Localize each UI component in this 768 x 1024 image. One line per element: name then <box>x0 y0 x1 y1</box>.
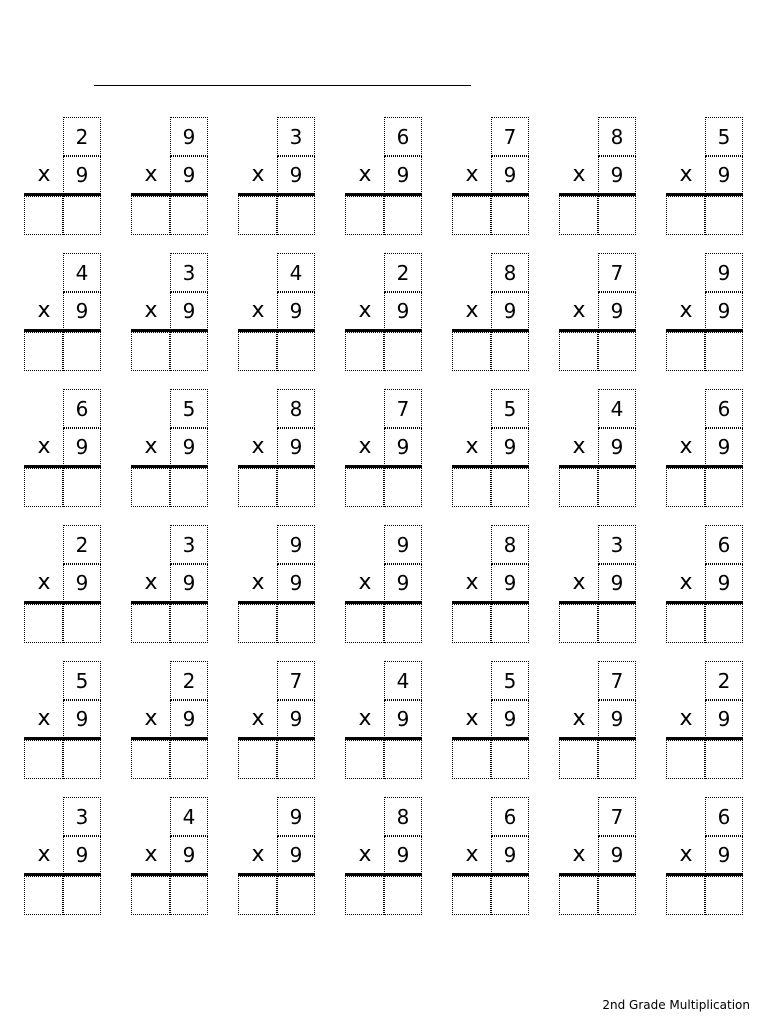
multiplicand-box: 5 <box>491 661 529 700</box>
problem-1-6 <box>559 117 636 235</box>
answer-tens-box[interactable] <box>559 196 598 235</box>
multiplier-box: 9 <box>491 156 529 194</box>
multiplier-box: 9 <box>170 156 208 194</box>
multiplier-box: 9 <box>63 428 101 466</box>
times-sign: x <box>144 298 158 323</box>
problem-2-4 <box>345 253 422 371</box>
multiplicand-box: 6 <box>63 389 101 428</box>
answer-tens-box[interactable] <box>559 468 598 507</box>
problem-1-2 <box>131 117 208 235</box>
multiplier-box: 9 <box>384 156 422 194</box>
answer-tens-box[interactable] <box>345 876 384 915</box>
problem-6-1 <box>24 797 101 915</box>
answer-ones-box[interactable] <box>598 468 636 507</box>
problem-3-6 <box>559 389 636 507</box>
answer-tens-box[interactable] <box>24 196 63 235</box>
times-sign: x <box>37 706 51 731</box>
answer-tens-box[interactable] <box>131 332 170 371</box>
multiplier-box: 9 <box>491 292 529 330</box>
problem-2-5 <box>452 253 529 371</box>
problem-6-4 <box>345 797 422 915</box>
multiplier-box: 9 <box>384 700 422 738</box>
multiplicand-box: 8 <box>491 525 529 564</box>
times-sign: x <box>679 162 693 187</box>
times-sign: x <box>572 570 586 595</box>
times-sign: x <box>37 434 51 459</box>
answer-ones-box[interactable] <box>491 740 529 779</box>
answer-tens-box[interactable] <box>452 332 491 371</box>
multiplicand-box: 8 <box>598 117 636 156</box>
times-sign: x <box>37 298 51 323</box>
answer-tens-box[interactable] <box>559 740 598 779</box>
answer-ones-box[interactable] <box>705 196 743 235</box>
multiplier-box: 9 <box>705 700 743 738</box>
times-sign: x <box>144 706 158 731</box>
times-sign: x <box>144 434 158 459</box>
answer-tens-box[interactable] <box>345 740 384 779</box>
times-sign: x <box>358 706 372 731</box>
answer-ones-box[interactable] <box>277 604 315 643</box>
problem-3-7 <box>666 389 743 507</box>
multiplicand-box: 3 <box>63 797 101 836</box>
multiplier-box: 9 <box>384 564 422 602</box>
times-sign: x <box>465 570 479 595</box>
problem-2-6 <box>559 253 636 371</box>
times-sign: x <box>37 162 51 187</box>
answer-ones-box[interactable] <box>63 332 101 371</box>
multiplier-box: 9 <box>491 564 529 602</box>
answer-ones-box[interactable] <box>63 740 101 779</box>
answer-ones-box[interactable] <box>491 196 529 235</box>
multiplicand-box: 3 <box>277 117 315 156</box>
times-sign: x <box>679 298 693 323</box>
problem-6-7 <box>666 797 743 915</box>
multiplicand-box: 3 <box>170 253 208 292</box>
problem-3-3 <box>238 389 315 507</box>
multiplicand-box: 7 <box>277 661 315 700</box>
multiplicand-box: 7 <box>598 661 636 700</box>
answer-tens-box[interactable] <box>559 332 598 371</box>
multiplicand-box: 7 <box>598 797 636 836</box>
times-sign: x <box>251 434 265 459</box>
answer-tens-box[interactable] <box>238 604 277 643</box>
multiplicand-box: 2 <box>384 253 422 292</box>
answer-tens-box[interactable] <box>131 196 170 235</box>
multiplier-box: 9 <box>598 292 636 330</box>
answer-ones-box[interactable] <box>705 876 743 915</box>
problem-5-6 <box>559 661 636 779</box>
multiplicand-box: 2 <box>63 117 101 156</box>
answer-tens-box[interactable] <box>666 604 705 643</box>
multiplicand-box: 6 <box>705 389 743 428</box>
times-sign: x <box>251 570 265 595</box>
multiplicand-box: 5 <box>63 661 101 700</box>
multiplicand-box: 9 <box>384 525 422 564</box>
times-sign: x <box>679 570 693 595</box>
answer-ones-box[interactable] <box>384 468 422 507</box>
answer-tens-box[interactable] <box>559 876 598 915</box>
multiplicand-box: 9 <box>277 797 315 836</box>
answer-tens-box[interactable] <box>452 468 491 507</box>
problem-4-7 <box>666 525 743 643</box>
multiplicand-box: 2 <box>705 661 743 700</box>
answer-ones-box[interactable] <box>277 740 315 779</box>
answer-tens-box[interactable] <box>131 604 170 643</box>
answer-tens-box[interactable] <box>24 468 63 507</box>
multiplier-box: 9 <box>491 700 529 738</box>
problem-4-4 <box>345 525 422 643</box>
multiplicand-box: 4 <box>598 389 636 428</box>
answer-tens-box[interactable] <box>24 604 63 643</box>
answer-ones-box[interactable] <box>384 604 422 643</box>
multiplicand-box: 9 <box>705 253 743 292</box>
answer-ones-box[interactable] <box>170 196 208 235</box>
multiplier-box: 9 <box>491 428 529 466</box>
multiplier-box: 9 <box>277 428 315 466</box>
answer-ones-box[interactable] <box>63 876 101 915</box>
answer-tens-box[interactable] <box>452 740 491 779</box>
problem-5-7 <box>666 661 743 779</box>
multiplicand-box: 6 <box>384 117 422 156</box>
answer-ones-box[interactable] <box>491 604 529 643</box>
answer-ones-box[interactable] <box>598 332 636 371</box>
answer-tens-box[interactable] <box>24 740 63 779</box>
answer-tens-box[interactable] <box>24 332 63 371</box>
answer-ones-box[interactable] <box>598 876 636 915</box>
answer-tens-box[interactable] <box>131 740 170 779</box>
problem-5-5 <box>452 661 529 779</box>
multiplicand-box: 8 <box>384 797 422 836</box>
answer-tens-box[interactable] <box>238 332 277 371</box>
multiplier-box: 9 <box>384 428 422 466</box>
multiplicand-box: 7 <box>598 253 636 292</box>
answer-ones-box[interactable] <box>170 740 208 779</box>
times-sign: x <box>465 298 479 323</box>
times-sign: x <box>465 434 479 459</box>
answer-tens-box[interactable] <box>452 196 491 235</box>
multiplicand-box: 7 <box>491 117 529 156</box>
multiplier-box: 9 <box>277 564 315 602</box>
times-sign: x <box>358 842 372 867</box>
multiplicand-box: 5 <box>705 117 743 156</box>
multiplicand-box: 3 <box>170 525 208 564</box>
answer-tens-box[interactable] <box>559 604 598 643</box>
problem-2-3 <box>238 253 315 371</box>
answer-tens-box[interactable] <box>345 468 384 507</box>
times-sign: x <box>679 706 693 731</box>
multiplier-box: 9 <box>491 836 529 874</box>
multiplier-box: 9 <box>277 700 315 738</box>
multiplicand-box: 8 <box>491 253 529 292</box>
answer-ones-box[interactable] <box>170 332 208 371</box>
problem-6-3 <box>238 797 315 915</box>
answer-ones-box[interactable] <box>384 196 422 235</box>
answer-ones-box[interactable] <box>170 468 208 507</box>
answer-tens-box[interactable] <box>131 876 170 915</box>
problem-2-1 <box>24 253 101 371</box>
multiplier-box: 9 <box>384 292 422 330</box>
times-sign: x <box>572 162 586 187</box>
answer-ones-box[interactable] <box>705 740 743 779</box>
problem-grid <box>24 117 743 915</box>
times-sign: x <box>144 570 158 595</box>
multiplier-box: 9 <box>598 700 636 738</box>
times-sign: x <box>572 842 586 867</box>
times-sign: x <box>358 162 372 187</box>
multiplier-box: 9 <box>277 292 315 330</box>
answer-ones-box[interactable] <box>598 604 636 643</box>
multiplicand-box: 4 <box>384 661 422 700</box>
answer-ones-box[interactable] <box>170 876 208 915</box>
problem-5-4 <box>345 661 422 779</box>
multiplicand-box: 9 <box>277 525 315 564</box>
multiplicand-box: 8 <box>277 389 315 428</box>
problem-3-5 <box>452 389 529 507</box>
answer-tens-box[interactable] <box>24 876 63 915</box>
answer-tens-box[interactable] <box>345 604 384 643</box>
answer-tens-box[interactable] <box>238 196 277 235</box>
answer-ones-box[interactable] <box>63 468 101 507</box>
problem-4-5 <box>452 525 529 643</box>
multiplier-box: 9 <box>384 836 422 874</box>
multiplier-box: 9 <box>170 428 208 466</box>
times-sign: x <box>679 842 693 867</box>
answer-ones-box[interactable] <box>598 196 636 235</box>
multiplier-box: 9 <box>170 836 208 874</box>
answer-ones-box[interactable] <box>384 876 422 915</box>
answer-tens-box[interactable] <box>666 468 705 507</box>
multiplier-box: 9 <box>705 564 743 602</box>
problem-4-6 <box>559 525 636 643</box>
problem-4-2 <box>131 525 208 643</box>
times-sign: x <box>37 570 51 595</box>
multiplicand-box: 4 <box>63 253 101 292</box>
multiplier-box: 9 <box>63 564 101 602</box>
times-sign: x <box>358 570 372 595</box>
times-sign: x <box>465 842 479 867</box>
problem-1-1 <box>24 117 101 235</box>
answer-ones-box[interactable] <box>491 876 529 915</box>
answer-ones-box[interactable] <box>705 468 743 507</box>
problem-5-2 <box>131 661 208 779</box>
times-sign: x <box>572 706 586 731</box>
multiplier-box: 9 <box>705 292 743 330</box>
answer-tens-box[interactable] <box>452 876 491 915</box>
answer-ones-box[interactable] <box>705 604 743 643</box>
times-sign: x <box>572 298 586 323</box>
answer-ones-box[interactable] <box>491 468 529 507</box>
multiplier-box: 9 <box>598 428 636 466</box>
multiplier-box: 9 <box>63 700 101 738</box>
multiplier-box: 9 <box>63 156 101 194</box>
times-sign: x <box>251 298 265 323</box>
multiplier-box: 9 <box>598 564 636 602</box>
times-sign: x <box>144 842 158 867</box>
answer-ones-box[interactable] <box>277 332 315 371</box>
multiplicand-box: 6 <box>705 797 743 836</box>
multiplier-box: 9 <box>705 428 743 466</box>
multiplicand-box: 5 <box>491 389 529 428</box>
multiplier-box: 9 <box>277 156 315 194</box>
multiplier-box: 9 <box>63 292 101 330</box>
answer-ones-box[interactable] <box>705 332 743 371</box>
times-sign: x <box>251 162 265 187</box>
answer-ones-box[interactable] <box>384 740 422 779</box>
answer-tens-box[interactable] <box>666 740 705 779</box>
times-sign: x <box>358 434 372 459</box>
answer-tens-box[interactable] <box>666 876 705 915</box>
multiplicand-box: 7 <box>384 389 422 428</box>
multiplicand-box: 3 <box>598 525 636 564</box>
multiplicand-box: 2 <box>63 525 101 564</box>
problem-1-4 <box>345 117 422 235</box>
times-sign: x <box>679 434 693 459</box>
multiplier-box: 9 <box>598 156 636 194</box>
answer-tens-box[interactable] <box>666 196 705 235</box>
problem-6-6 <box>559 797 636 915</box>
multiplier-box: 9 <box>170 292 208 330</box>
answer-tens-box[interactable] <box>131 468 170 507</box>
multiplicand-box: 2 <box>170 661 208 700</box>
problem-1-7 <box>666 117 743 235</box>
answer-tens-box[interactable] <box>345 332 384 371</box>
problem-5-1 <box>24 661 101 779</box>
problem-2-7 <box>666 253 743 371</box>
answer-ones-box[interactable] <box>170 604 208 643</box>
problem-4-3 <box>238 525 315 643</box>
problem-3-4 <box>345 389 422 507</box>
multiplicand-box: 6 <box>491 797 529 836</box>
multiplier-box: 9 <box>170 700 208 738</box>
problem-1-3 <box>238 117 315 235</box>
multiplier-box: 9 <box>63 836 101 874</box>
times-sign: x <box>572 434 586 459</box>
answer-tens-box[interactable] <box>238 740 277 779</box>
answer-ones-box[interactable] <box>598 740 636 779</box>
problem-6-5 <box>452 797 529 915</box>
multiplier-box: 9 <box>705 836 743 874</box>
multiplier-box: 9 <box>705 156 743 194</box>
answer-ones-box[interactable] <box>277 876 315 915</box>
problem-3-2 <box>131 389 208 507</box>
answer-tens-box[interactable] <box>666 332 705 371</box>
multiplicand-box: 5 <box>170 389 208 428</box>
answer-tens-box[interactable] <box>452 604 491 643</box>
multiplicand-box: 6 <box>705 525 743 564</box>
times-sign: x <box>358 298 372 323</box>
multiplicand-box: 4 <box>277 253 315 292</box>
multiplier-box: 9 <box>598 836 636 874</box>
problem-6-2 <box>131 797 208 915</box>
multiplicand-box: 9 <box>170 117 208 156</box>
times-sign: x <box>251 706 265 731</box>
multiplier-box: 9 <box>170 564 208 602</box>
answer-tens-box[interactable] <box>238 876 277 915</box>
times-sign: x <box>251 842 265 867</box>
times-sign: x <box>144 162 158 187</box>
problem-4-1 <box>24 525 101 643</box>
problem-3-1 <box>24 389 101 507</box>
answer-ones-box[interactable] <box>277 468 315 507</box>
answer-tens-box[interactable] <box>238 468 277 507</box>
name-line <box>94 85 471 86</box>
answer-ones-box[interactable] <box>277 196 315 235</box>
problem-2-2 <box>131 253 208 371</box>
answer-ones-box[interactable] <box>491 332 529 371</box>
times-sign: x <box>37 842 51 867</box>
answer-ones-box[interactable] <box>384 332 422 371</box>
footer-title: 2nd Grade Multiplication <box>602 998 750 1012</box>
times-sign: x <box>465 162 479 187</box>
problem-1-5 <box>452 117 529 235</box>
answer-ones-box[interactable] <box>63 604 101 643</box>
answer-tens-box[interactable] <box>345 196 384 235</box>
problem-5-3 <box>238 661 315 779</box>
multiplicand-box: 4 <box>170 797 208 836</box>
answer-ones-box[interactable] <box>63 196 101 235</box>
multiplier-box: 9 <box>277 836 315 874</box>
times-sign: x <box>465 706 479 731</box>
